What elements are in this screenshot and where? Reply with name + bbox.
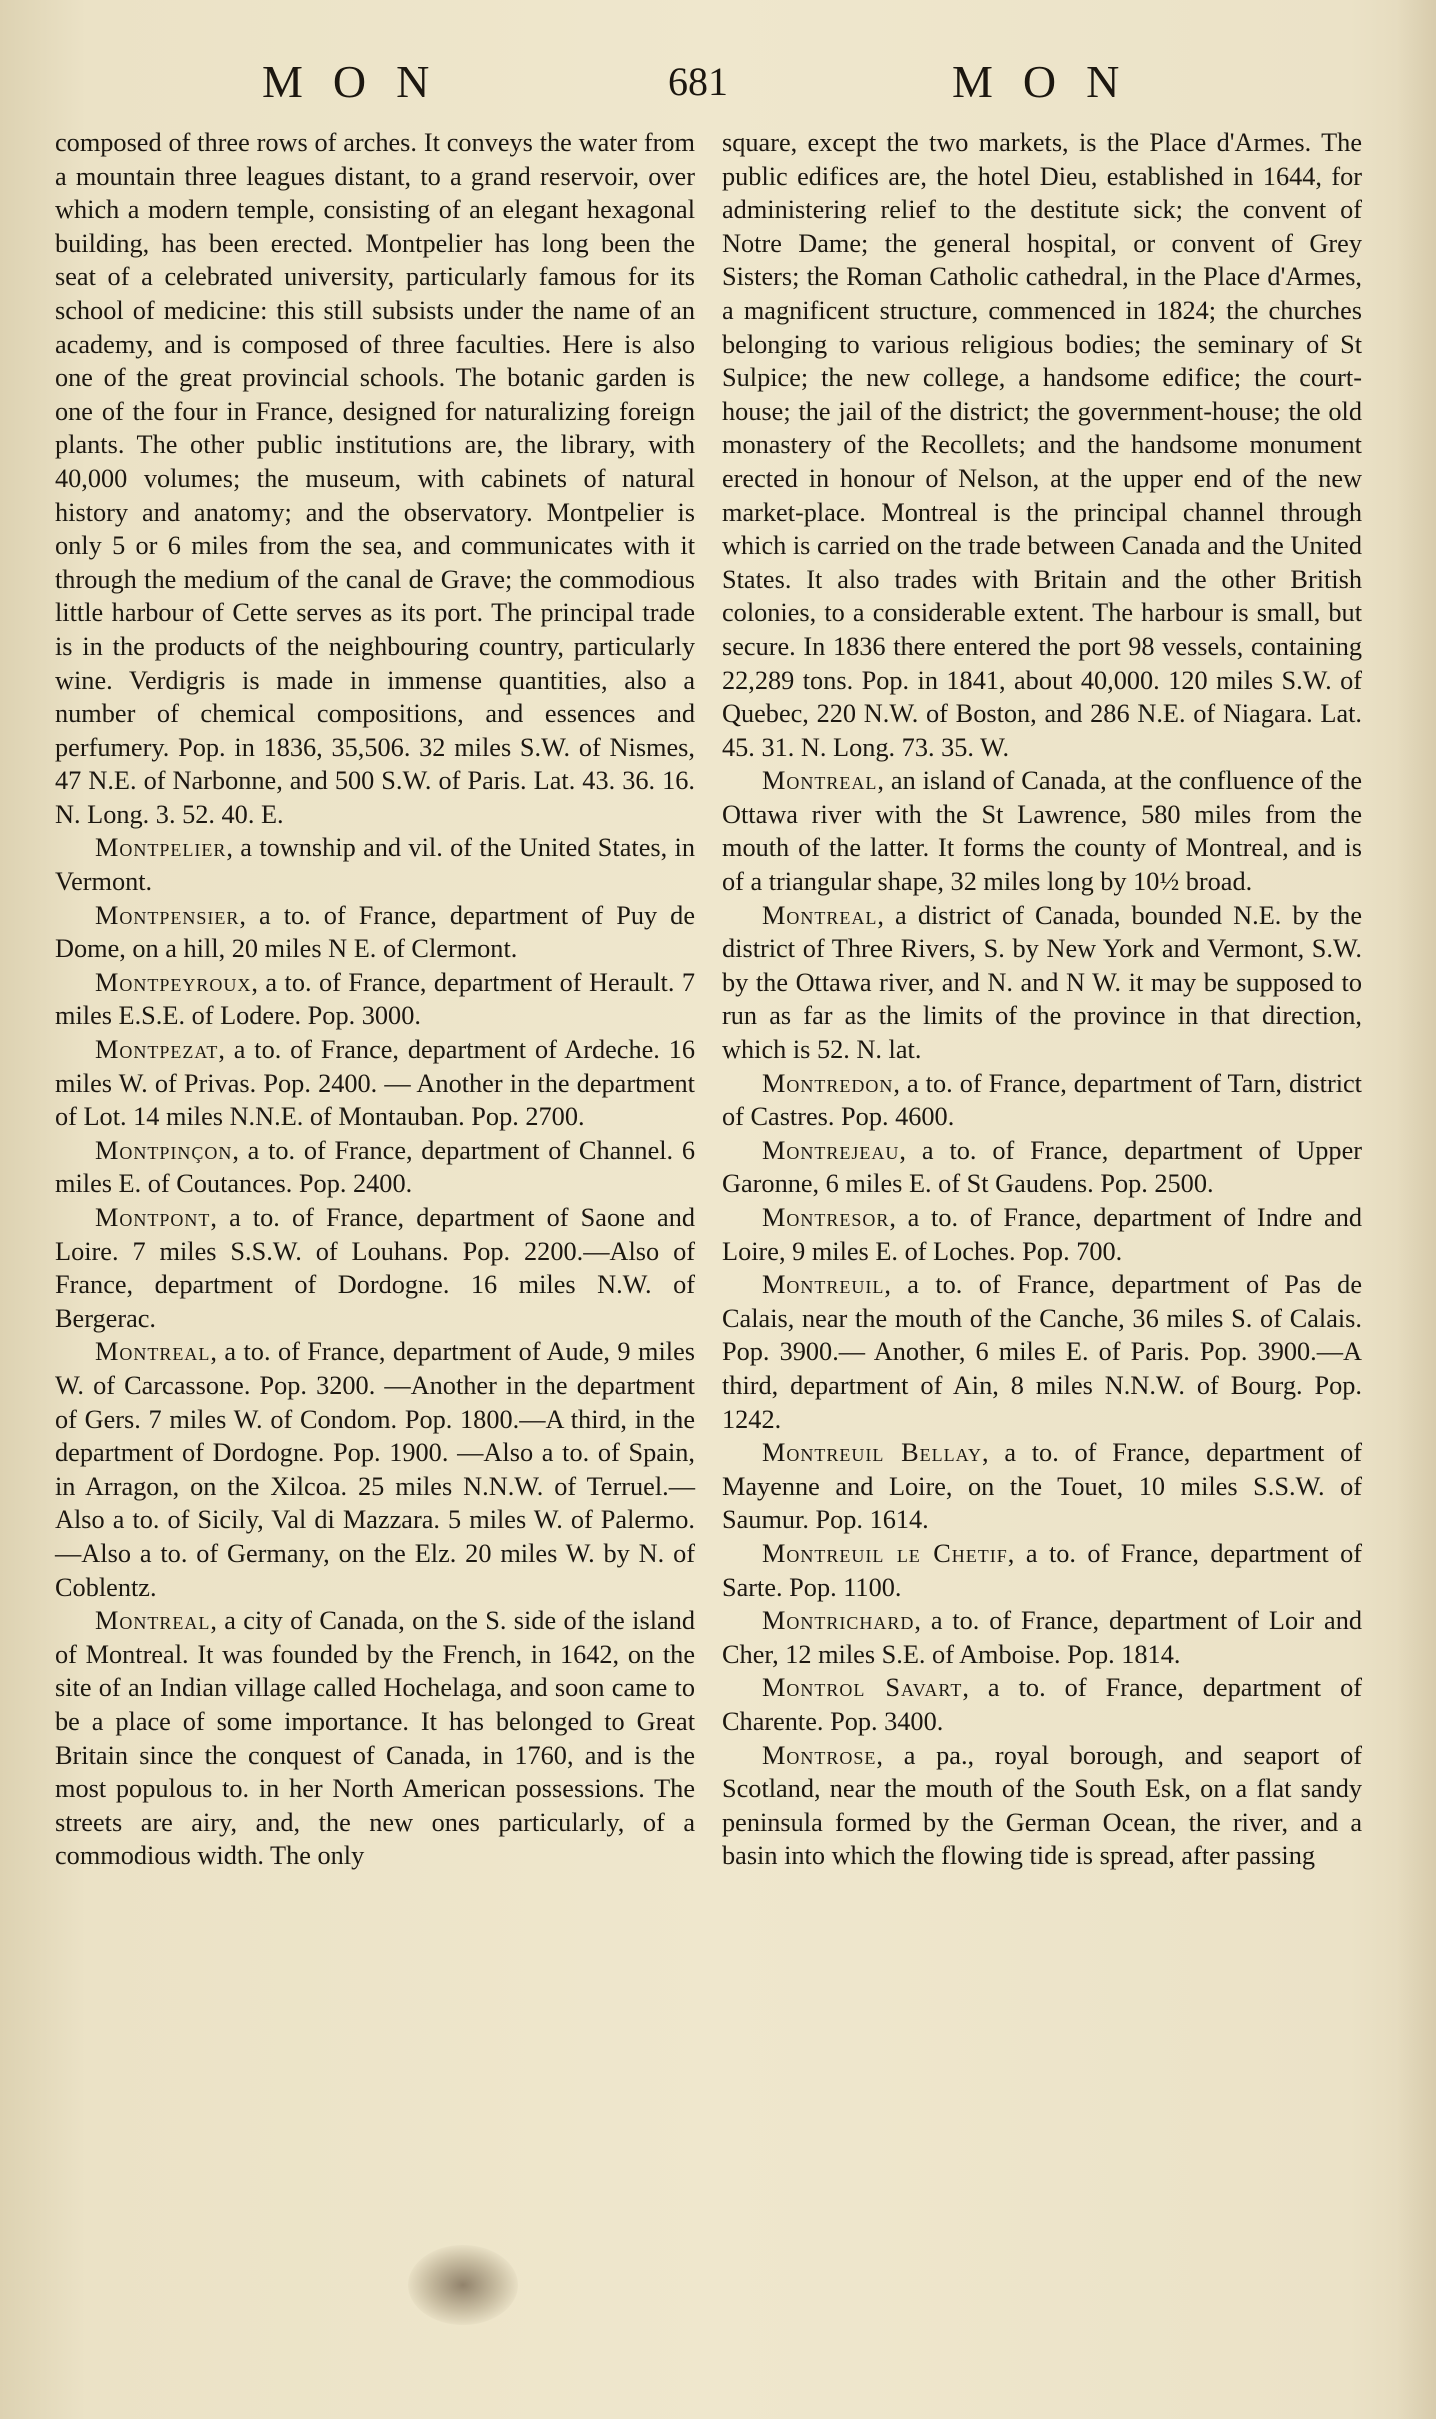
entry-headword: Montresor xyxy=(762,1203,890,1232)
entry-text: , a district of Canada, bounded N.E. by the district of Three Rivers, S. by New York and Vermont, S.W. by the Ottawa river, and N. and N W. it may be supposed to run as far as the limits of the province in that direction, which is 52. N. lat. xyxy=(722,900,1362,1065)
page-edge-shadow xyxy=(1396,0,1436,2419)
entry-text: , a to. of France, department of Channel. 6 miles E. of Coutances. Pop. 2400. xyxy=(55,1135,695,1199)
entry-montrichard xyxy=(722,1604,1362,1671)
left-column xyxy=(55,126,695,1873)
entry-headword: Montreal xyxy=(95,1337,211,1367)
entry-montreal-france xyxy=(55,1335,695,1604)
entry-headword: Montrichard xyxy=(762,1606,915,1636)
entry-text: , a to. of France, department of Mayenne and Loire, on the Touet, 10 miles S.S.W. of Saumur. Pop. 1614. xyxy=(722,1438,1363,1535)
entry-text: , a to. of France, department of Puy de Dome, on a hill, 20 miles N E. of Clermont. xyxy=(55,900,695,964)
entry-text: , a to. of France, department of Loir and Cher, 12 miles S.E. of Amboise. Pop. 1814. xyxy=(722,1606,1362,1669)
continued-paragraph: square, except the two markets, is the Place d'Armes. The public edifices are, the hotel Dieu, established in 1644, for administering relief to the destitute sick; the convent of Notre Dame; the general hospital, or convent of Grey Sisters; the Roman Catholic cathedral, in the Place d'Armes, a magnificent structure, commenced in 1824; the churches belonging to various religious bodies; the seminary of St Sulpice; the new college, a handsome edifice; the court-house; the jail of the district; the government-house; the old monastery of the Recollets; and the handsome monument erected in honour of Nelson, at the upper end of the new market-place. Montreal is the principal channel through which is carried on the trade between Canada and the United States. It also trades with Britain and the other British colonies, to a considerable extent. The harbour is small, but secure. In 1836 there entered the port 98 vessels, containing 22,289 tons. Pop. in 1841, about 40,000. 120 miles S.W. of Quebec, 220 N.W. of Boston, and 286 N.E. of Niagara. Lat. 45. 31. N. Long. 73. 35. W. xyxy=(722,128,1362,762)
entry-montpezat xyxy=(55,1033,695,1134)
entry-text: , a pa., royal borough, and seaport of Scotland, near the mouth of the South Esk, on a flat sandy peninsula formed by the German Ocean, the river, and a basin into which the flowing tide is spread, after passing xyxy=(722,1740,1362,1871)
entry-headword: Montrejeau xyxy=(762,1135,900,1165)
entry-montreuil-le-chetif xyxy=(722,1537,1362,1604)
entry-headword: Montpezat xyxy=(95,1035,219,1065)
entry-montrol-savart xyxy=(722,1671,1362,1738)
entry-headword: Montreuil Bellay xyxy=(762,1438,982,1468)
entry-headword: Montreuil xyxy=(762,1270,885,1300)
entry-headword: Montreal xyxy=(95,1606,211,1636)
entry-headword: Montredon xyxy=(762,1068,894,1098)
entry-montpont xyxy=(55,1201,695,1335)
entry-montresor xyxy=(722,1201,1362,1268)
entry-text: , a to. of France, department of Upper Garonne, 6 miles E. of St Gaudens. Pop. 2500. xyxy=(722,1135,1362,1199)
entry-montredon xyxy=(722,1067,1362,1134)
entry-text: , a city of Canada, on the S. side of the island of Montreal. It was founded by the French, in 1642, on the site of an Indian village called Hochelaga, and soon came to be a place of some importance. It has belonged to Great Britain since the conquest of Canada, in 1760, and is the most populous to. in her North American possessions. The streets are airy, and, the new ones particularly, of a commodious width. The only xyxy=(55,1606,695,1871)
ink-blot xyxy=(408,2245,518,2325)
entry-text: , a to. of France, department of Herault. 7 miles E.S.E. of Lodere. Pop. 3000. xyxy=(55,967,695,1031)
entry-text: , a to. of France, department of Aude, 9 miles W. of Carcassone. Pop. 3200. —Another in the department of Gers. 7 miles W. of Condom. Pop. 1800.—A third, in the department of Dordogne. Pop. 1900. —Also a to. of Spain, in Arragon, on the Xilcoa. 25 miles N.N.W. of Terruel.—Also a to. of Sicily, Val di Mazzara. 5 miles W. of Palermo.—Also a to. of Germany, on the Elz. 20 miles W. by N. of Coblentz. xyxy=(55,1337,695,1602)
entry-text: , a to. of France, department of Tarn, district of Castres. Pop. 4600. xyxy=(722,1068,1362,1132)
entry-montpincon xyxy=(55,1134,695,1201)
entry-montreuil xyxy=(722,1268,1362,1436)
header-left-word: MON xyxy=(262,56,460,107)
entry-text: , a to. of France, department of Pas de Calais, near the mouth of the Canche, 36 miles S. of Calais. Pop. 3900.— Another, 6 miles E. of Paris. Pop. 3900.—A third, department of Ain, 8 miles N.N.W. of Bourg. Pop. 1242. xyxy=(722,1270,1362,1434)
entry-headword: Montrol Savart xyxy=(762,1673,963,1703)
entry-headword: Montrose xyxy=(762,1740,877,1770)
entry-text: , a to. of France, department of Charente. Pop. 3400. xyxy=(722,1673,1362,1736)
entry-headword: Montpensier xyxy=(95,900,240,930)
entry-montpeyroux xyxy=(55,966,695,1033)
page-number: 681 xyxy=(668,59,728,104)
entry-headword: Montpeyroux xyxy=(95,967,252,997)
continued-paragraph: composed of three rows of arches. It conveys the water from a mountain three leagues distant, to a grand reservoir, over which a modern temple, consisting of an elegant hexagonal building, has been erected. Montpelier has long been the seat of a celebrated university, particularly famous for its school of medicine: this still subsists under the name of an academy, and is composed of three faculties. Here is also one of the great provincial schools. The botanic garden is one of the four in France, designed for naturalizing foreign plants. The other public institutions are, the library, with 40,000 volumes; the museum, with cabinets of natural history and anatomy; and the observatory. Montpelier is only 5 or 6 miles from the sea, and communicates with it through the medium of the canal de Grave; the commodious little harbour of Cette serves as its port. The principal trade is in the products of the neighbouring country, particularly wine. Verdigris is made in immense quantities, also a number of chemical compositions, and essences and perfumery. Pop. in 1836, 35,506. 32 miles S.W. of Nismes, 47 N.E. of Narbonne, and 500 S.W. of Paris. Lat. 43. 36. 16. N. Long. 3. 52. 40. E. xyxy=(55,128,695,829)
entry-montreal-island xyxy=(722,764,1362,898)
header-right-word: MON xyxy=(952,56,1150,107)
entry-headword: Montpelier xyxy=(95,833,227,863)
entry-montreal-city xyxy=(55,1604,695,1873)
entry-text: , a to. of France, department of Indre and Loire, 9 miles E. of Loches. Pop. 700. xyxy=(722,1203,1362,1266)
entry-montpelier-vermont xyxy=(55,831,695,898)
entry-montreal-district xyxy=(722,899,1362,1067)
running-header xyxy=(0,52,1436,112)
right-column xyxy=(722,126,1362,1873)
entry-headword: Montreal xyxy=(762,766,878,796)
entry-montrejeau xyxy=(722,1134,1362,1201)
entry-text: , a to. of France, department of Ardeche. 16 miles W. of Privas. Pop. 2400. — Another in the department of Lot. 14 miles N.N.E. of Montauban. Pop. 2700. xyxy=(55,1035,695,1132)
entry-headword: Montpinçon xyxy=(95,1135,233,1165)
entry-headword: Montreal xyxy=(762,900,878,930)
entry-text: , a to. of France, department of Sarte. Pop. 1100. xyxy=(722,1538,1362,1602)
entry-montreuil-bellay xyxy=(722,1436,1362,1537)
entry-text: , a township and vil. of the United States, in Vermont. xyxy=(55,833,695,897)
entry-montpensier xyxy=(55,899,695,966)
entry-text: , an island of Canada, at the confluence of the Ottawa river with the St Lawrence, 580 miles from the mouth of the latter. It forms the county of Montreal, and is of a triangular shape, 32 miles long by 10½ broad. xyxy=(722,766,1362,897)
entry-text: , a to. of France, department of Saone and Loire. 7 miles S.S.W. of Louhans. Pop. 2200.—Also of France, department of Dordogne. 16 miles N.W. of Bergerac. xyxy=(55,1203,695,1333)
entry-headword: Montpont xyxy=(95,1203,211,1232)
entry-montrose xyxy=(722,1739,1362,1873)
entry-headword: Montreuil le Chetif xyxy=(762,1538,1008,1568)
